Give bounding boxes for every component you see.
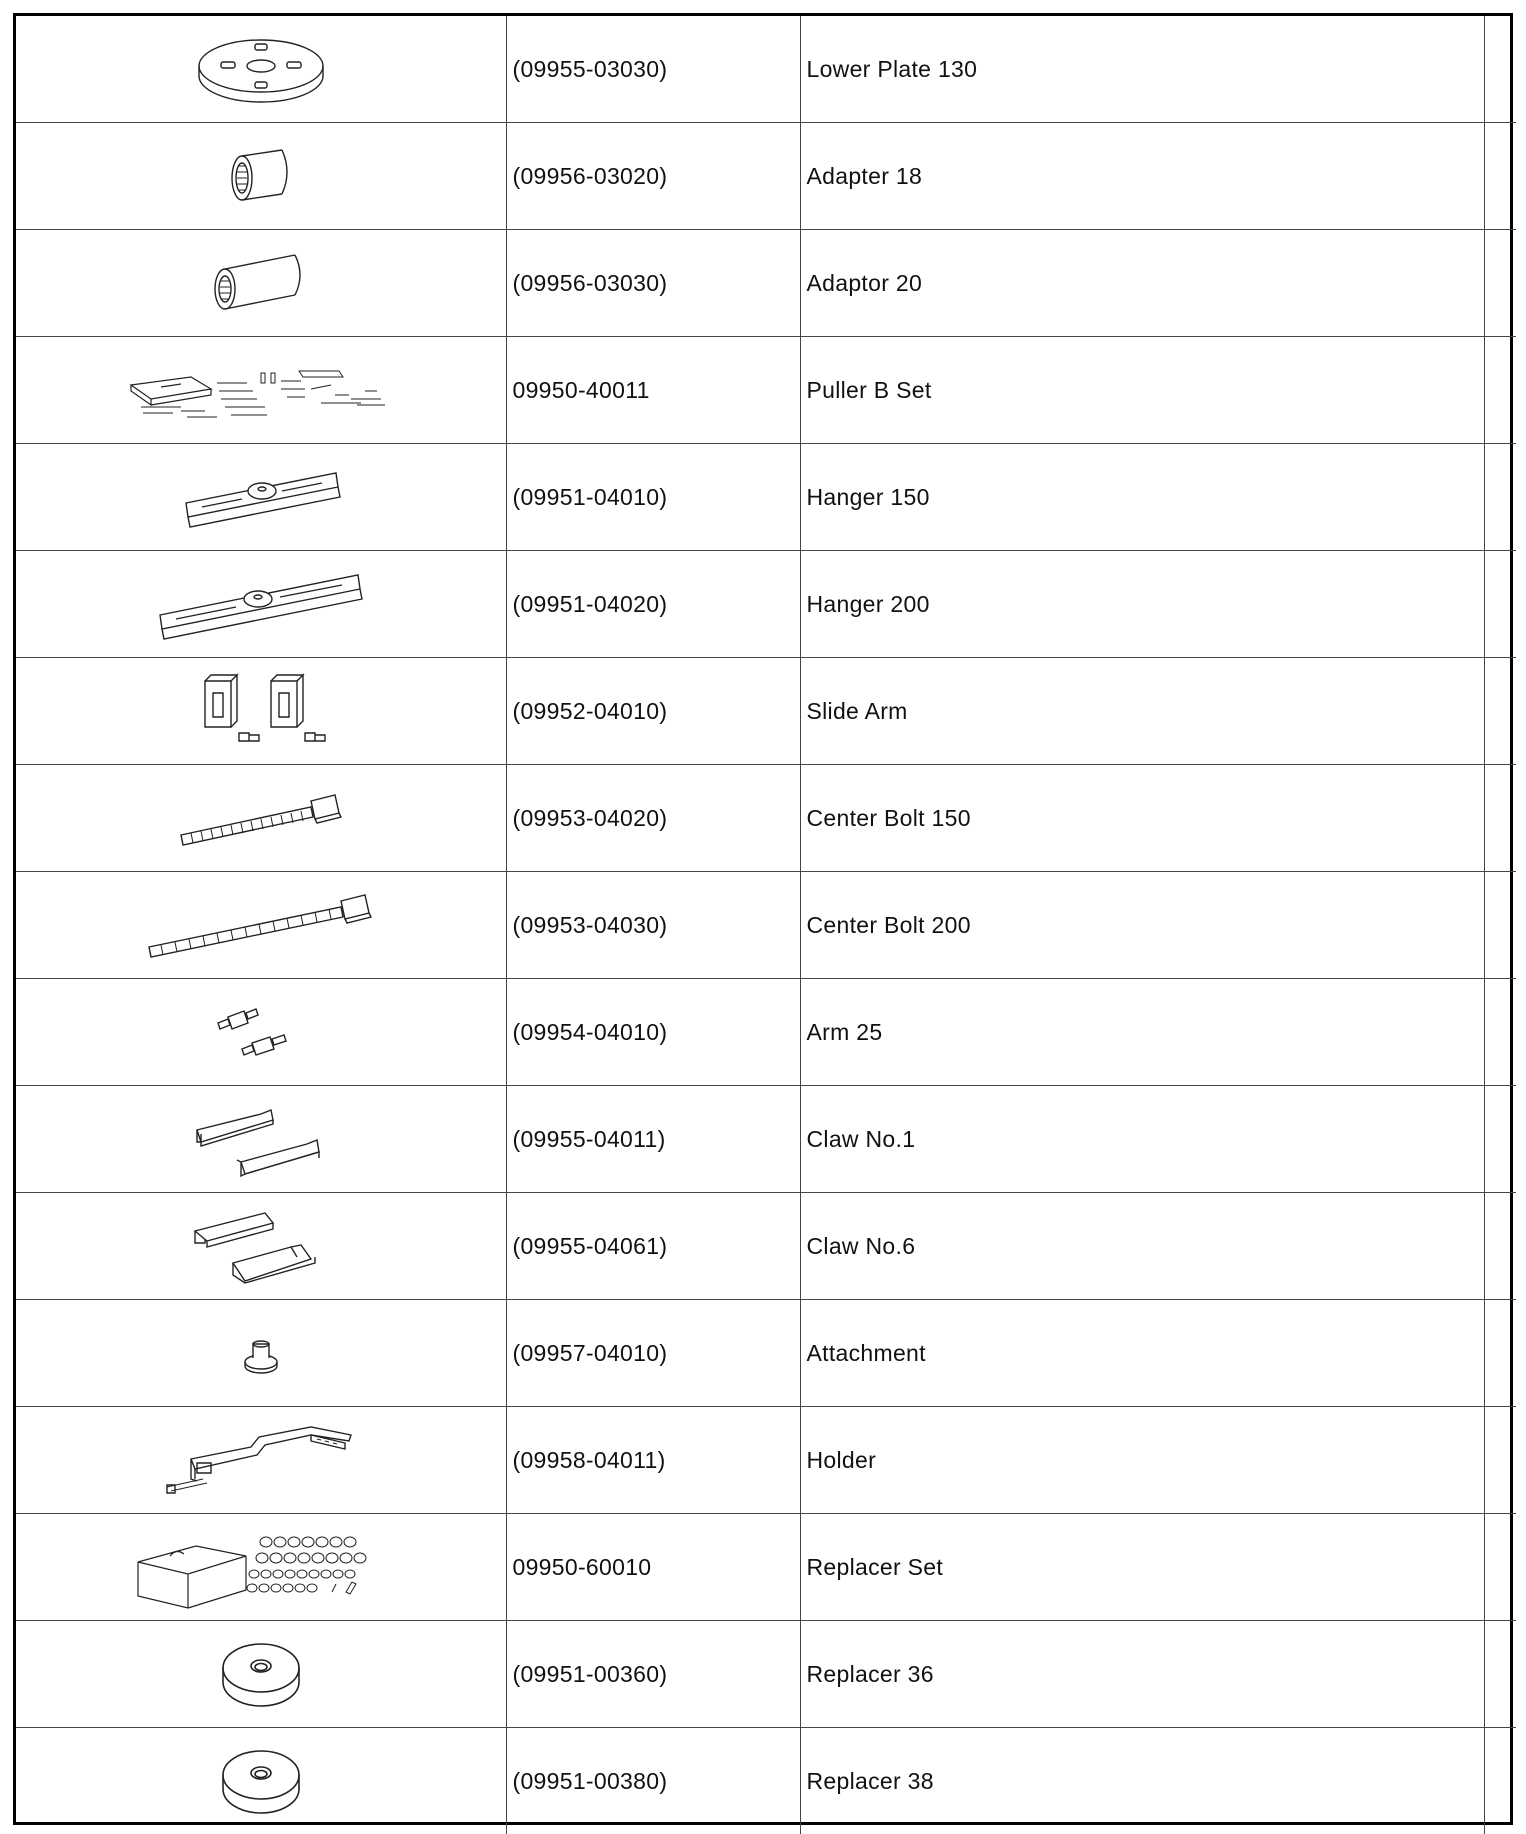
adaptor-icon (201, 243, 321, 323)
tool-name: Hanger 200 (800, 551, 1484, 658)
table-row (16, 979, 1516, 1086)
tool-illustration-cell (16, 1621, 506, 1728)
part-number: (09956-03020) (506, 123, 800, 230)
part-number: (09954-04010) (506, 979, 800, 1086)
table-row (16, 1728, 1516, 1834)
remarks-cell (1484, 1514, 1516, 1621)
table-row (16, 1407, 1516, 1514)
tool-name: Center Bolt 200 (800, 872, 1484, 979)
tool-illustration-cell (16, 551, 506, 658)
part-number: (09955-03030) (506, 16, 800, 123)
remarks-cell (1484, 123, 1516, 230)
replacer-ring-icon (211, 1634, 311, 1714)
remarks-cell (1484, 1300, 1516, 1407)
tool-name: Holder (800, 1407, 1484, 1514)
center-bolt-long-icon (141, 885, 381, 965)
puller-set-icon (121, 355, 401, 425)
tool-name: Adapter 18 (800, 123, 1484, 230)
table-row (16, 444, 1516, 551)
center-bolt-icon (171, 783, 351, 853)
lower-plate-icon (181, 24, 341, 114)
remarks-cell (1484, 1621, 1516, 1728)
remarks-cell (1484, 16, 1516, 123)
tool-illustration-cell (16, 1086, 506, 1193)
tool-illustration-cell (16, 1407, 506, 1514)
tool-name: Arm 25 (800, 979, 1484, 1086)
tool-name: Hanger 150 (800, 444, 1484, 551)
hanger-long-icon (146, 559, 376, 649)
holder-icon (161, 1415, 361, 1505)
tool-name: Claw No.1 (800, 1086, 1484, 1193)
tool-illustration-cell (16, 123, 506, 230)
remarks-cell (1484, 1728, 1516, 1834)
claw-hooked-icon (181, 1201, 341, 1291)
part-number: (09957-04010) (506, 1300, 800, 1407)
remarks-cell (1484, 444, 1516, 551)
tool-illustration-cell (16, 230, 506, 337)
part-number: (09958-04011) (506, 1407, 800, 1514)
remarks-cell (1484, 1086, 1516, 1193)
tool-illustration-cell (16, 444, 506, 551)
part-number: (09951-04010) (506, 444, 800, 551)
tool-name: Attachment (800, 1300, 1484, 1407)
tool-name: Adaptor 20 (800, 230, 1484, 337)
arm-icon (206, 997, 316, 1067)
adapter-icon (216, 136, 306, 216)
table-row (16, 1193, 1516, 1300)
part-number: 09950-40011 (506, 337, 800, 444)
tool-illustration-cell (16, 1300, 506, 1407)
tool-name: Replacer 36 (800, 1621, 1484, 1728)
replacer-set-icon (126, 1522, 396, 1612)
remarks-cell (1484, 1407, 1516, 1514)
tool-name: Center Bolt 150 (800, 765, 1484, 872)
tool-illustration-cell (16, 16, 506, 123)
attachment-icon (231, 1328, 291, 1378)
table-row (16, 551, 1516, 658)
tool-illustration-cell (16, 872, 506, 979)
replacer-ring-icon (211, 1741, 311, 1821)
tool-illustration-cell (16, 1514, 506, 1621)
tool-name: Replacer 38 (800, 1728, 1484, 1834)
tool-name: Replacer Set (800, 1514, 1484, 1621)
remarks-cell (1484, 230, 1516, 337)
table-row (16, 1086, 1516, 1193)
remarks-cell (1484, 765, 1516, 872)
remarks-cell (1484, 1193, 1516, 1300)
part-number: (09951-00380) (506, 1728, 800, 1834)
tool-name: Lower Plate 130 (800, 16, 1484, 123)
table-row (16, 872, 1516, 979)
part-number: (09955-04011) (506, 1086, 800, 1193)
part-number: (09953-04020) (506, 765, 800, 872)
tool-illustration-cell (16, 979, 506, 1086)
tool-illustration-cell (16, 765, 506, 872)
tool-illustration-cell (16, 1193, 506, 1300)
part-number: (09953-04030) (506, 872, 800, 979)
tool-name: Claw No.6 (800, 1193, 1484, 1300)
hanger-icon (166, 457, 356, 537)
remarks-cell (1484, 979, 1516, 1086)
table-row (16, 123, 1516, 230)
remarks-cell (1484, 337, 1516, 444)
tool-illustration-cell (16, 1728, 506, 1834)
part-number: (09951-04020) (506, 551, 800, 658)
table-row (16, 230, 1516, 337)
table-row (16, 1514, 1516, 1621)
remarks-cell (1484, 872, 1516, 979)
part-number: 09950-60010 (506, 1514, 800, 1621)
table-row (16, 1300, 1516, 1407)
tool-illustration-cell (16, 658, 506, 765)
table-row (16, 337, 1516, 444)
part-number: (09955-04061) (506, 1193, 800, 1300)
part-number: (09956-03030) (506, 230, 800, 337)
table-row (16, 765, 1516, 872)
part-number: (09952-04010) (506, 658, 800, 765)
claw-icon (181, 1094, 341, 1184)
remarks-cell (1484, 658, 1516, 765)
special-tools-table (16, 16, 1516, 1834)
slide-arm-icon (191, 671, 331, 751)
tool-illustration-cell (16, 337, 506, 444)
remarks-cell (1484, 551, 1516, 658)
tool-name: Slide Arm (800, 658, 1484, 765)
table-row (16, 658, 1516, 765)
table-row (16, 1621, 1516, 1728)
part-number: (09951-00360) (506, 1621, 800, 1728)
tool-name: Puller B Set (800, 337, 1484, 444)
table-row (16, 16, 1516, 123)
special-tools-table-sheet (13, 13, 1513, 1825)
